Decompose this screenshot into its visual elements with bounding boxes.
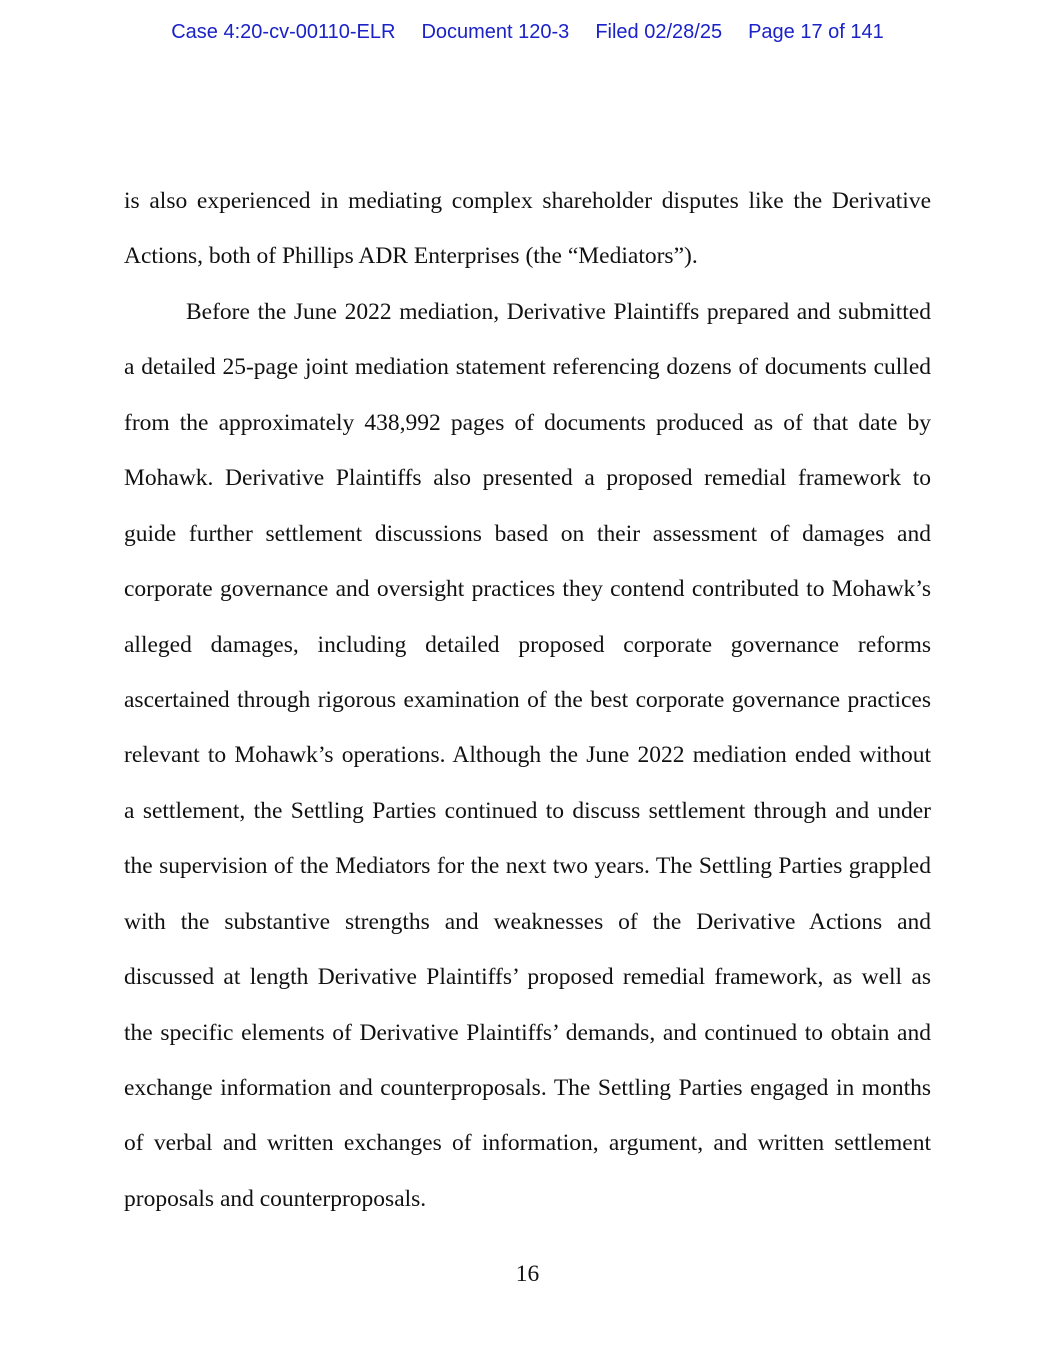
text-line: ascertained through rigorous examination of the best corporate governance practices <box>124 686 931 713</box>
text-line: from the approximately 438,992 pages of documents produced as of that date by <box>124 409 931 436</box>
text-line: is also experienced in mediating complex shareholder disputes like the Derivative <box>124 188 931 214</box>
text-line: corporate governance and oversight practices they contend contributed to Mohawk’s <box>124 576 931 603</box>
text-line: alleged damages, including detailed proposed corporate governance reforms <box>124 631 931 658</box>
text-line: exchange information and counterproposals. The Settling Parties engaged in months <box>124 1075 931 1101</box>
text-line: a detailed 25-page joint mediation statement referencing dozens of documents culled <box>124 354 931 381</box>
text-line: the supervision of the Mediators for the next two years. The Settling Parties grappled <box>124 853 931 880</box>
text-line: the specific elements of Derivative Plaintiffs’ demands, and continued to obtain and <box>124 1019 931 1046</box>
document-number: Document 120-3 <box>421 21 570 43</box>
text-line: with the substantive strengths and weaknesses of the Derivative Actions and <box>124 908 931 935</box>
text-line: a settlement, the Settling Parties continued to discuss settlement through and under <box>124 797 931 824</box>
text-line: of verbal and written exchanges of information, argument, and written settlement <box>124 1130 931 1157</box>
filed-date: Filed 02/28/25 <box>595 21 723 43</box>
text-line: guide further settlement discussions based on their assessment of damages and <box>124 520 931 547</box>
text-line: Actions, both of Phillips ADR Enterprises (the “Mediators”). <box>124 243 698 270</box>
case-number: Case 4:20-cv-00110-ELR <box>171 21 396 43</box>
text-line: Before the June 2022 mediation, Derivative Plaintiffs prepared and submitted <box>186 298 931 325</box>
text-line: discussed at length Derivative Plaintiffs’ proposed remedial framework, as well as <box>124 964 931 991</box>
page-count: Page 17 of 141 <box>748 21 884 43</box>
ecf-header <box>0 19 1055 45</box>
text-line: Mohawk. Derivative Plaintiffs also presented a proposed remedial framework to <box>124 465 931 492</box>
body-text <box>124 174 931 1227</box>
text-line: proposals and counterproposals. <box>124 1185 427 1212</box>
text-line: relevant to Mohawk’s operations. Although the June 2022 mediation ended without <box>124 742 931 769</box>
page-number: 16 <box>515 1261 540 1287</box>
